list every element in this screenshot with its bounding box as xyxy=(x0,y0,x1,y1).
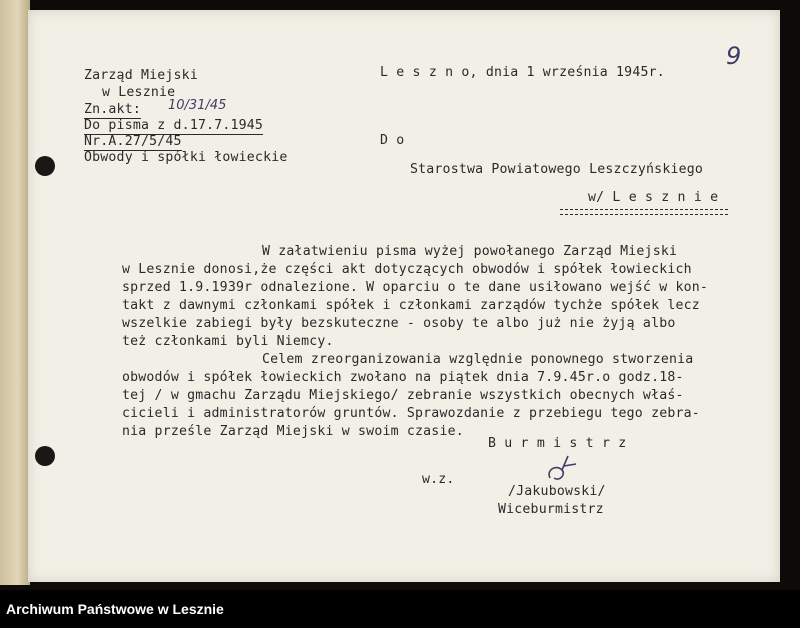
folder-edge xyxy=(0,0,30,585)
body-line: Celem zreorganizowania względnie ponownego stworzenia xyxy=(262,352,694,367)
handwritten-initial-icon xyxy=(540,448,590,488)
punch-hole xyxy=(35,156,55,176)
signature-title: B u r m i s t r z xyxy=(488,436,627,451)
body-line: takt z dawnymi członkami spółek i członkami zarządów tychże spółek lecz xyxy=(122,298,700,313)
body-line: W załatwieniu pisma wyżej powołanego Zarząd Miejski xyxy=(262,244,678,259)
body-line: nia prześle Zarząd Miejski w swoim czasie. xyxy=(122,424,464,439)
letter-reference: Do pisma z d.17.7.1945 xyxy=(84,118,264,133)
case-number: Nr.A.27/5/45 xyxy=(84,134,182,149)
body-line: wszelkie zabiegi były bezskuteczne - osoby te albo już nie żyją albo xyxy=(122,316,676,331)
place-date: L e s z n o, dnia 1 września 1945r. xyxy=(380,65,665,80)
body-line: w Lesznie donosi,że części akt dotyczących obwodów i spółek łowieckich xyxy=(122,262,692,277)
signatory-name: /Jakubowski/ xyxy=(508,484,606,499)
recipient-city: w/ L e s z n i e xyxy=(588,190,719,205)
document-page xyxy=(28,10,780,582)
ref-handwritten: 10/31/45 xyxy=(168,98,227,113)
recipient: Starostwa Powiatowego Leszczyńskiego xyxy=(410,162,704,177)
body-line: tej / w gmachu Zarządu Miejskiego/ zebranie wszystkich obecnych właś- xyxy=(122,388,684,403)
archive-footer xyxy=(0,590,800,628)
body-line: obwodów i spółek łowieckich zwołano na piątek dnia 7.9.45r.o godz.18- xyxy=(122,370,684,385)
ref-label: Zn.akt: xyxy=(84,102,141,117)
page-number-handwritten: 9 xyxy=(726,42,742,70)
body-line: sprzed 1.9.1939r odnalezione. W oparciu o te dane usiłowano wejść w kon- xyxy=(122,280,709,295)
office-city: w Lesznie xyxy=(102,85,176,100)
on-behalf-mark: w.z. xyxy=(422,472,455,487)
subject: Obwody i spółki łowieckie xyxy=(84,150,288,165)
archive-name: Archiwum Państwowe w Lesznie xyxy=(6,601,224,617)
signatory-role: Wiceburmistrz xyxy=(498,502,604,517)
punch-hole xyxy=(35,446,55,466)
double-underline xyxy=(560,209,728,215)
to-label: D o xyxy=(380,133,405,148)
body-line: cicieli i administratorów gruntów. Sprawozdanie z przebiegu tego zebra- xyxy=(122,406,700,421)
body-line: też członkami byli Niemcy. xyxy=(122,334,334,349)
office-name: Zarząd Miejski xyxy=(84,68,198,83)
